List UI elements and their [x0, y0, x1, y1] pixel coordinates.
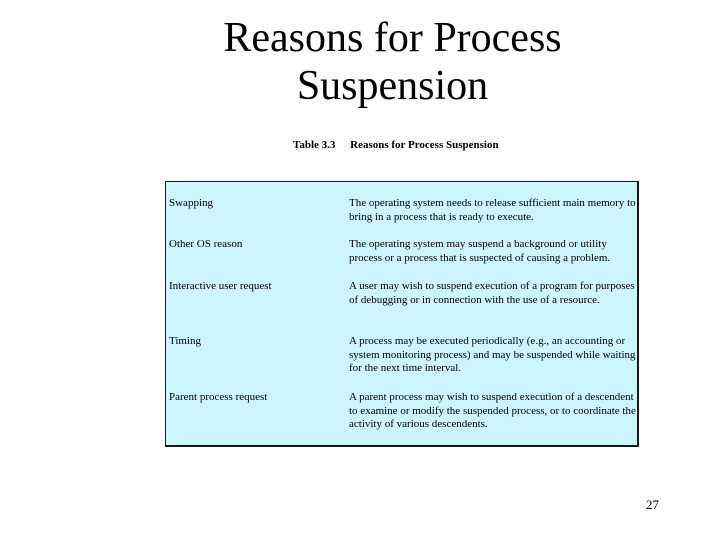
table-caption [293, 139, 499, 151]
description-cell: The operating system may suspend a background or utility process or a process that is suspected of causing a problem. [349, 238, 611, 264]
reason-cell: Swapping [169, 197, 213, 209]
slide-title [120, 14, 665, 110]
reasons-table [165, 181, 639, 447]
page-number: 27 [646, 497, 659, 512]
description-cell: A parent process may wish to suspend execution of a descendent to examine or modify the suspended process, or to coordinate the activity of various descendents. [349, 391, 636, 430]
description-cell: A user may wish to suspend execution of a program for purposes of debugging or in connection with the use of a resource. [349, 280, 635, 306]
reason-cell: Other OS reason [169, 238, 243, 250]
reason-cell: Timing [169, 335, 202, 347]
table-title: Reasons for Process Suspension [350, 139, 499, 151]
slide-title-line-1: Reasons for Process [223, 15, 562, 61]
reason-cell: Parent process request [169, 391, 268, 403]
slide-title-line-2: Suspension [296, 63, 489, 109]
description-cell: A process may be executed periodically (e.g., an accounting or system monitoring process) and may be suspended while waiting for the next time interval. [349, 335, 636, 374]
description-cell: The operating system needs to release sufficient main memory to bring in a process that is ready to execute. [349, 197, 636, 223]
reason-cell: Interactive user request [169, 280, 272, 292]
table-number: Table 3.3 [293, 139, 336, 151]
